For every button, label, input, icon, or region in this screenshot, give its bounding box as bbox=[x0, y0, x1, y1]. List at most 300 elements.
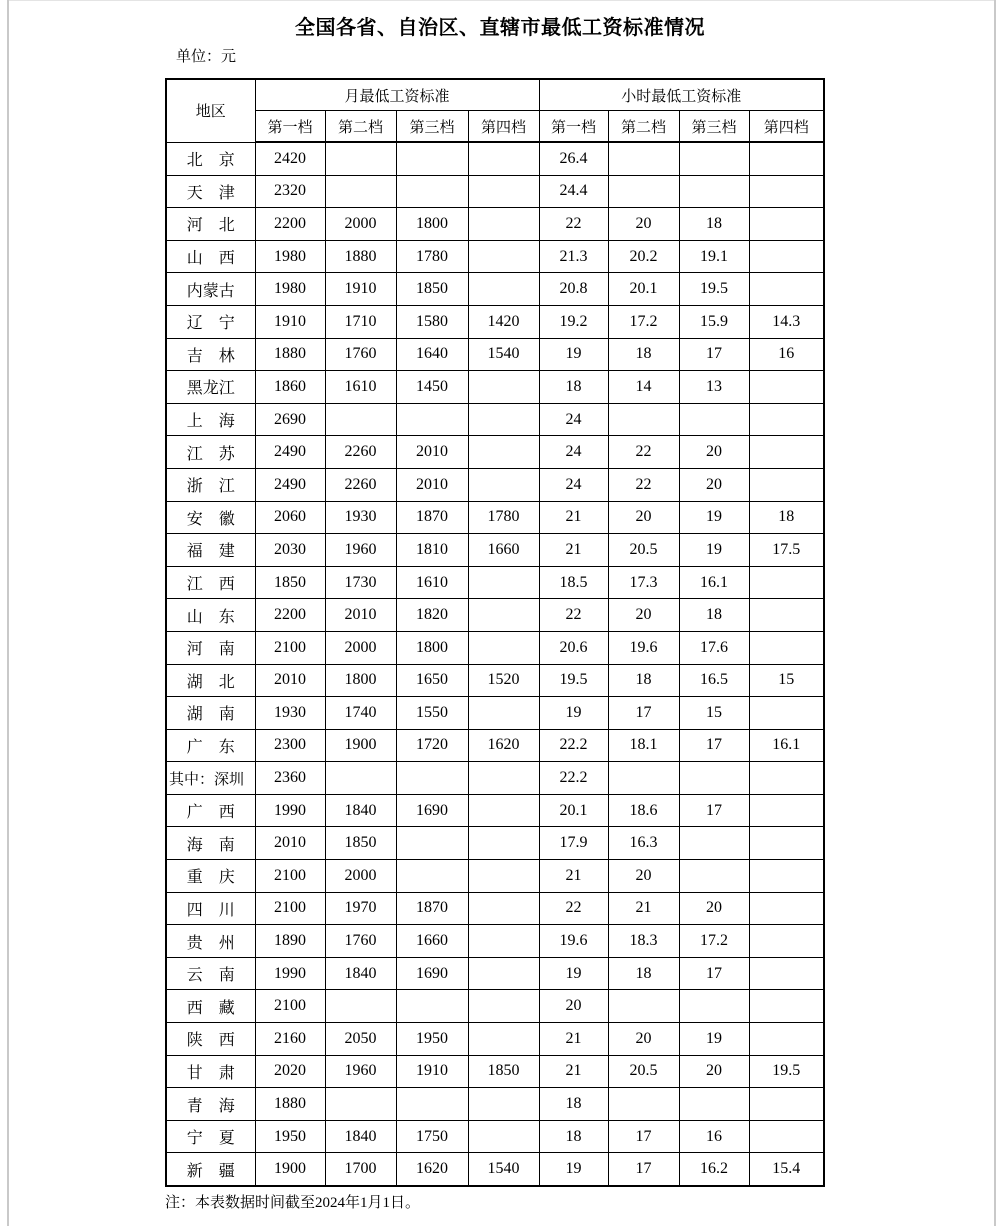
table-row bbox=[166, 1055, 824, 1088]
value-cell bbox=[396, 175, 468, 208]
value-cell: 17 bbox=[608, 1120, 679, 1153]
value-cell bbox=[749, 1088, 824, 1121]
value-cell: 1650 bbox=[396, 664, 468, 697]
value-cell: 2060 bbox=[255, 501, 325, 534]
value-cell bbox=[749, 892, 824, 925]
value-cell: 1960 bbox=[325, 1055, 396, 1088]
value-cell: 17.2 bbox=[679, 925, 749, 958]
value-cell: 21.3 bbox=[539, 240, 608, 273]
region-cell: 云 南 bbox=[166, 957, 255, 990]
value-cell: 1880 bbox=[255, 1088, 325, 1121]
region-cell: 河 北 bbox=[166, 208, 255, 241]
value-cell: 2100 bbox=[255, 631, 325, 664]
value-cell: 24.4 bbox=[539, 175, 608, 208]
value-cell: 19 bbox=[679, 534, 749, 567]
value-cell: 20.6 bbox=[539, 631, 608, 664]
value-cell: 2490 bbox=[255, 468, 325, 501]
value-cell: 1910 bbox=[325, 273, 396, 306]
value-cell bbox=[468, 142, 539, 175]
value-cell: 21 bbox=[539, 501, 608, 534]
value-cell bbox=[468, 566, 539, 599]
value-cell: 1990 bbox=[255, 794, 325, 827]
value-cell: 2100 bbox=[255, 860, 325, 893]
unit-label: 单位：元 bbox=[176, 48, 237, 65]
value-cell bbox=[468, 1023, 539, 1056]
value-cell bbox=[468, 208, 539, 241]
value-cell: 15.9 bbox=[679, 305, 749, 338]
table-row bbox=[166, 860, 824, 893]
value-cell bbox=[468, 794, 539, 827]
value-cell bbox=[749, 273, 824, 306]
value-cell: 2690 bbox=[255, 403, 325, 436]
wage-table-body bbox=[166, 142, 824, 1186]
value-cell: 20 bbox=[608, 860, 679, 893]
table-row bbox=[166, 273, 824, 306]
value-cell: 15 bbox=[749, 664, 824, 697]
group-header-monthly: 月最低工资标准 bbox=[255, 79, 539, 111]
value-cell bbox=[468, 240, 539, 273]
wage-table-head bbox=[166, 79, 824, 142]
value-cell: 2100 bbox=[255, 892, 325, 925]
region-cell: 广 西 bbox=[166, 794, 255, 827]
value-cell: 1690 bbox=[396, 957, 468, 990]
value-cell: 14 bbox=[608, 371, 679, 404]
value-cell: 20.1 bbox=[539, 794, 608, 827]
table-row bbox=[166, 631, 824, 664]
value-cell: 17 bbox=[608, 1153, 679, 1186]
table-row bbox=[166, 957, 824, 990]
tier-header-cell: 第四档 bbox=[749, 111, 824, 143]
value-cell: 1970 bbox=[325, 892, 396, 925]
tier-header-cell: 第一档 bbox=[255, 111, 325, 143]
value-cell bbox=[749, 1120, 824, 1153]
value-cell: 18 bbox=[539, 371, 608, 404]
value-cell bbox=[468, 697, 539, 730]
region-cell: 青 海 bbox=[166, 1088, 255, 1121]
tier-header-cell: 第三档 bbox=[679, 111, 749, 143]
value-cell bbox=[468, 436, 539, 469]
value-cell bbox=[749, 566, 824, 599]
value-cell: 2030 bbox=[255, 534, 325, 567]
value-cell: 22.2 bbox=[539, 729, 608, 762]
value-cell: 1710 bbox=[325, 305, 396, 338]
table-row bbox=[166, 1120, 824, 1153]
region-cell: 黑龙江 bbox=[166, 371, 255, 404]
value-cell: 1420 bbox=[468, 305, 539, 338]
value-cell: 2010 bbox=[396, 468, 468, 501]
table-row bbox=[166, 566, 824, 599]
value-cell: 1840 bbox=[325, 794, 396, 827]
value-cell: 2010 bbox=[255, 827, 325, 860]
value-cell: 20.5 bbox=[608, 1055, 679, 1088]
value-cell: 1840 bbox=[325, 957, 396, 990]
table-row bbox=[166, 534, 824, 567]
region-cell: 甘 肃 bbox=[166, 1055, 255, 1088]
table-row bbox=[166, 1023, 824, 1056]
value-cell: 21 bbox=[539, 1023, 608, 1056]
value-cell bbox=[468, 371, 539, 404]
value-cell: 1840 bbox=[325, 1120, 396, 1153]
value-cell: 1660 bbox=[396, 925, 468, 958]
table-row bbox=[166, 925, 824, 958]
region-cell: 其中：深圳 bbox=[166, 762, 255, 795]
value-cell: 19.6 bbox=[539, 925, 608, 958]
value-cell: 2000 bbox=[325, 860, 396, 893]
region-cell: 西 藏 bbox=[166, 990, 255, 1023]
value-cell: 1690 bbox=[396, 794, 468, 827]
value-cell: 2000 bbox=[325, 631, 396, 664]
value-cell: 20 bbox=[539, 990, 608, 1023]
table-row bbox=[166, 305, 824, 338]
value-cell: 18 bbox=[679, 599, 749, 632]
value-cell: 2010 bbox=[325, 599, 396, 632]
value-cell: 1910 bbox=[396, 1055, 468, 1088]
value-cell bbox=[608, 175, 679, 208]
value-cell bbox=[468, 990, 539, 1023]
value-cell: 1620 bbox=[468, 729, 539, 762]
tier-header-cell: 第四档 bbox=[468, 111, 539, 143]
value-cell bbox=[325, 175, 396, 208]
table-row bbox=[166, 208, 824, 241]
value-cell: 20.8 bbox=[539, 273, 608, 306]
value-cell: 21 bbox=[608, 892, 679, 925]
value-cell: 19 bbox=[679, 501, 749, 534]
value-cell: 22 bbox=[539, 208, 608, 241]
value-cell: 1730 bbox=[325, 566, 396, 599]
page-edge-left bbox=[7, 0, 9, 1226]
region-cell: 浙 江 bbox=[166, 468, 255, 501]
value-cell bbox=[749, 631, 824, 664]
value-cell: 19.5 bbox=[679, 273, 749, 306]
value-cell bbox=[608, 990, 679, 1023]
value-cell: 1700 bbox=[325, 1153, 396, 1186]
value-cell bbox=[749, 436, 824, 469]
value-cell: 24 bbox=[539, 403, 608, 436]
value-cell bbox=[325, 1088, 396, 1121]
value-cell bbox=[749, 697, 824, 730]
value-cell bbox=[749, 1023, 824, 1056]
value-cell: 1540 bbox=[468, 1153, 539, 1186]
tier-header-cell: 第三档 bbox=[396, 111, 468, 143]
value-cell: 1620 bbox=[396, 1153, 468, 1186]
value-cell: 18.1 bbox=[608, 729, 679, 762]
value-cell: 18.3 bbox=[608, 925, 679, 958]
value-cell: 20.1 bbox=[608, 273, 679, 306]
value-cell: 16 bbox=[679, 1120, 749, 1153]
region-cell: 安 徽 bbox=[166, 501, 255, 534]
value-cell: 1800 bbox=[325, 664, 396, 697]
region-cell: 湖 南 bbox=[166, 697, 255, 730]
value-cell: 17.2 bbox=[608, 305, 679, 338]
value-cell: 20.5 bbox=[608, 534, 679, 567]
value-cell: 22 bbox=[539, 599, 608, 632]
value-cell: 22 bbox=[608, 468, 679, 501]
value-cell: 2020 bbox=[255, 1055, 325, 1088]
table-row bbox=[166, 436, 824, 469]
value-cell: 24 bbox=[539, 468, 608, 501]
table-row bbox=[166, 371, 824, 404]
value-cell bbox=[468, 468, 539, 501]
value-cell: 19 bbox=[539, 1153, 608, 1186]
table-row bbox=[166, 827, 824, 860]
value-cell: 17.6 bbox=[679, 631, 749, 664]
value-cell bbox=[468, 827, 539, 860]
value-cell: 22 bbox=[539, 892, 608, 925]
value-cell: 18 bbox=[608, 338, 679, 371]
value-cell bbox=[749, 403, 824, 436]
value-cell: 18 bbox=[539, 1088, 608, 1121]
group-header-hourly: 小时最低工资标准 bbox=[539, 79, 824, 111]
value-cell: 19 bbox=[679, 1023, 749, 1056]
region-cell: 山 东 bbox=[166, 599, 255, 632]
value-cell: 1640 bbox=[396, 338, 468, 371]
value-cell: 20 bbox=[608, 1023, 679, 1056]
region-cell: 北 京 bbox=[166, 142, 255, 175]
value-cell bbox=[608, 1088, 679, 1121]
value-cell: 16.1 bbox=[679, 566, 749, 599]
region-cell: 重 庆 bbox=[166, 860, 255, 893]
table-row bbox=[166, 468, 824, 501]
value-cell bbox=[396, 142, 468, 175]
page-title: 全国各省、自治区、直辖市最低工资标准情况 bbox=[295, 17, 705, 39]
value-cell bbox=[679, 403, 749, 436]
table-row bbox=[166, 175, 824, 208]
value-cell: 1580 bbox=[396, 305, 468, 338]
wage-table bbox=[165, 78, 825, 1187]
value-cell: 18 bbox=[608, 664, 679, 697]
value-cell: 16.1 bbox=[749, 729, 824, 762]
region-cell: 广 东 bbox=[166, 729, 255, 762]
value-cell bbox=[468, 273, 539, 306]
value-cell bbox=[396, 827, 468, 860]
value-cell: 16.5 bbox=[679, 664, 749, 697]
value-cell: 1850 bbox=[468, 1055, 539, 1088]
value-cell: 20 bbox=[608, 208, 679, 241]
tier-header-cell: 第一档 bbox=[539, 111, 608, 143]
value-cell bbox=[749, 827, 824, 860]
value-cell bbox=[468, 631, 539, 664]
value-cell: 1910 bbox=[255, 305, 325, 338]
table-row bbox=[166, 1153, 824, 1186]
value-cell: 19.2 bbox=[539, 305, 608, 338]
value-cell: 20 bbox=[608, 501, 679, 534]
value-cell: 1900 bbox=[255, 1153, 325, 1186]
value-cell bbox=[396, 403, 468, 436]
region-cell: 山 西 bbox=[166, 240, 255, 273]
value-cell bbox=[608, 142, 679, 175]
value-cell: 2100 bbox=[255, 990, 325, 1023]
value-cell: 20 bbox=[608, 599, 679, 632]
table-row bbox=[166, 990, 824, 1023]
page-edge-top bbox=[7, 0, 996, 1]
table-row bbox=[166, 501, 824, 534]
value-cell: 2200 bbox=[255, 599, 325, 632]
value-cell: 14.3 bbox=[749, 305, 824, 338]
value-cell bbox=[468, 925, 539, 958]
table-row bbox=[166, 338, 824, 371]
value-cell bbox=[749, 240, 824, 273]
value-cell: 1960 bbox=[325, 534, 396, 567]
value-cell bbox=[679, 762, 749, 795]
table-row bbox=[166, 729, 824, 762]
value-cell: 16.3 bbox=[608, 827, 679, 860]
value-cell: 26.4 bbox=[539, 142, 608, 175]
value-cell bbox=[468, 175, 539, 208]
value-cell bbox=[679, 142, 749, 175]
value-cell: 19 bbox=[539, 697, 608, 730]
value-cell: 16.2 bbox=[679, 1153, 749, 1186]
region-cell: 天 津 bbox=[166, 175, 255, 208]
region-cell: 四 川 bbox=[166, 892, 255, 925]
value-cell bbox=[468, 1120, 539, 1153]
value-cell: 1930 bbox=[325, 501, 396, 534]
value-cell: 18.5 bbox=[539, 566, 608, 599]
region-cell: 江 西 bbox=[166, 566, 255, 599]
value-cell bbox=[396, 1088, 468, 1121]
value-cell: 2050 bbox=[325, 1023, 396, 1056]
region-cell: 吉 林 bbox=[166, 338, 255, 371]
value-cell: 16 bbox=[749, 338, 824, 371]
region-header-cell: 地区 bbox=[166, 79, 255, 142]
value-cell: 2260 bbox=[325, 436, 396, 469]
value-cell: 1810 bbox=[396, 534, 468, 567]
value-cell: 19 bbox=[539, 957, 608, 990]
value-cell: 13 bbox=[679, 371, 749, 404]
table-row bbox=[166, 403, 824, 436]
value-cell: 2010 bbox=[396, 436, 468, 469]
region-cell: 河 南 bbox=[166, 631, 255, 664]
tier-header-row bbox=[166, 111, 824, 143]
value-cell: 21 bbox=[539, 860, 608, 893]
value-cell: 18 bbox=[749, 501, 824, 534]
value-cell bbox=[749, 175, 824, 208]
value-cell: 17 bbox=[679, 729, 749, 762]
value-cell: 20 bbox=[679, 468, 749, 501]
region-cell: 上 海 bbox=[166, 403, 255, 436]
value-cell bbox=[749, 371, 824, 404]
value-cell: 1870 bbox=[396, 501, 468, 534]
value-cell bbox=[679, 827, 749, 860]
value-cell: 2420 bbox=[255, 142, 325, 175]
value-cell: 17 bbox=[608, 697, 679, 730]
value-cell: 1850 bbox=[396, 273, 468, 306]
table-row bbox=[166, 892, 824, 925]
page-edge-right bbox=[994, 0, 996, 1226]
value-cell: 2300 bbox=[255, 729, 325, 762]
value-cell: 1900 bbox=[325, 729, 396, 762]
value-cell: 2260 bbox=[325, 468, 396, 501]
value-cell bbox=[468, 892, 539, 925]
value-cell: 18 bbox=[679, 208, 749, 241]
value-cell bbox=[749, 925, 824, 958]
value-cell: 1880 bbox=[325, 240, 396, 273]
value-cell bbox=[679, 860, 749, 893]
value-cell: 20 bbox=[679, 436, 749, 469]
value-cell: 17.3 bbox=[608, 566, 679, 599]
value-cell bbox=[679, 1088, 749, 1121]
value-cell: 1980 bbox=[255, 240, 325, 273]
value-cell: 1870 bbox=[396, 892, 468, 925]
value-cell bbox=[325, 990, 396, 1023]
value-cell bbox=[468, 762, 539, 795]
value-cell: 1850 bbox=[255, 566, 325, 599]
value-cell: 22 bbox=[608, 436, 679, 469]
value-cell: 18 bbox=[608, 957, 679, 990]
value-cell: 1740 bbox=[325, 697, 396, 730]
tier-header-cell: 第二档 bbox=[608, 111, 679, 143]
value-cell: 2010 bbox=[255, 664, 325, 697]
table-row bbox=[166, 1088, 824, 1121]
value-cell bbox=[749, 860, 824, 893]
value-cell: 1610 bbox=[325, 371, 396, 404]
value-cell: 2160 bbox=[255, 1023, 325, 1056]
value-cell: 15 bbox=[679, 697, 749, 730]
value-cell bbox=[396, 762, 468, 795]
value-cell bbox=[468, 957, 539, 990]
value-cell: 1780 bbox=[396, 240, 468, 273]
value-cell bbox=[468, 860, 539, 893]
value-cell bbox=[679, 175, 749, 208]
value-cell: 1990 bbox=[255, 957, 325, 990]
value-cell: 1780 bbox=[468, 501, 539, 534]
footnote: 注：本表数据时间截至2024年1月1日。 bbox=[165, 1195, 421, 1211]
value-cell bbox=[749, 990, 824, 1023]
value-cell: 19.5 bbox=[539, 664, 608, 697]
value-cell: 1930 bbox=[255, 697, 325, 730]
table-row bbox=[166, 240, 824, 273]
value-cell: 21 bbox=[539, 534, 608, 567]
group-header-row bbox=[166, 79, 824, 111]
value-cell: 2490 bbox=[255, 436, 325, 469]
region-cell: 湖 北 bbox=[166, 664, 255, 697]
value-cell bbox=[468, 403, 539, 436]
value-cell: 19.6 bbox=[608, 631, 679, 664]
value-cell: 20 bbox=[679, 892, 749, 925]
value-cell: 17 bbox=[679, 338, 749, 371]
value-cell bbox=[749, 468, 824, 501]
value-cell: 15.4 bbox=[749, 1153, 824, 1186]
value-cell: 21 bbox=[539, 1055, 608, 1088]
value-cell: 2000 bbox=[325, 208, 396, 241]
value-cell bbox=[608, 403, 679, 436]
value-cell: 1950 bbox=[255, 1120, 325, 1153]
value-cell: 19.5 bbox=[749, 1055, 824, 1088]
value-cell: 18.6 bbox=[608, 794, 679, 827]
value-cell: 1950 bbox=[396, 1023, 468, 1056]
value-cell: 22.2 bbox=[539, 762, 608, 795]
value-cell bbox=[749, 794, 824, 827]
value-cell: 1750 bbox=[396, 1120, 468, 1153]
value-cell: 1880 bbox=[255, 338, 325, 371]
value-cell: 19 bbox=[539, 338, 608, 371]
value-cell bbox=[749, 142, 824, 175]
value-cell: 1540 bbox=[468, 338, 539, 371]
region-cell: 海 南 bbox=[166, 827, 255, 860]
value-cell: 1550 bbox=[396, 697, 468, 730]
value-cell bbox=[749, 599, 824, 632]
value-cell: 1610 bbox=[396, 566, 468, 599]
region-cell: 福 建 bbox=[166, 534, 255, 567]
table-row bbox=[166, 142, 824, 175]
value-cell: 1800 bbox=[396, 631, 468, 664]
value-cell bbox=[468, 599, 539, 632]
value-cell bbox=[468, 1088, 539, 1121]
value-cell: 1720 bbox=[396, 729, 468, 762]
value-cell bbox=[608, 762, 679, 795]
value-cell: 1800 bbox=[396, 208, 468, 241]
value-cell: 1980 bbox=[255, 273, 325, 306]
value-cell: 2200 bbox=[255, 208, 325, 241]
